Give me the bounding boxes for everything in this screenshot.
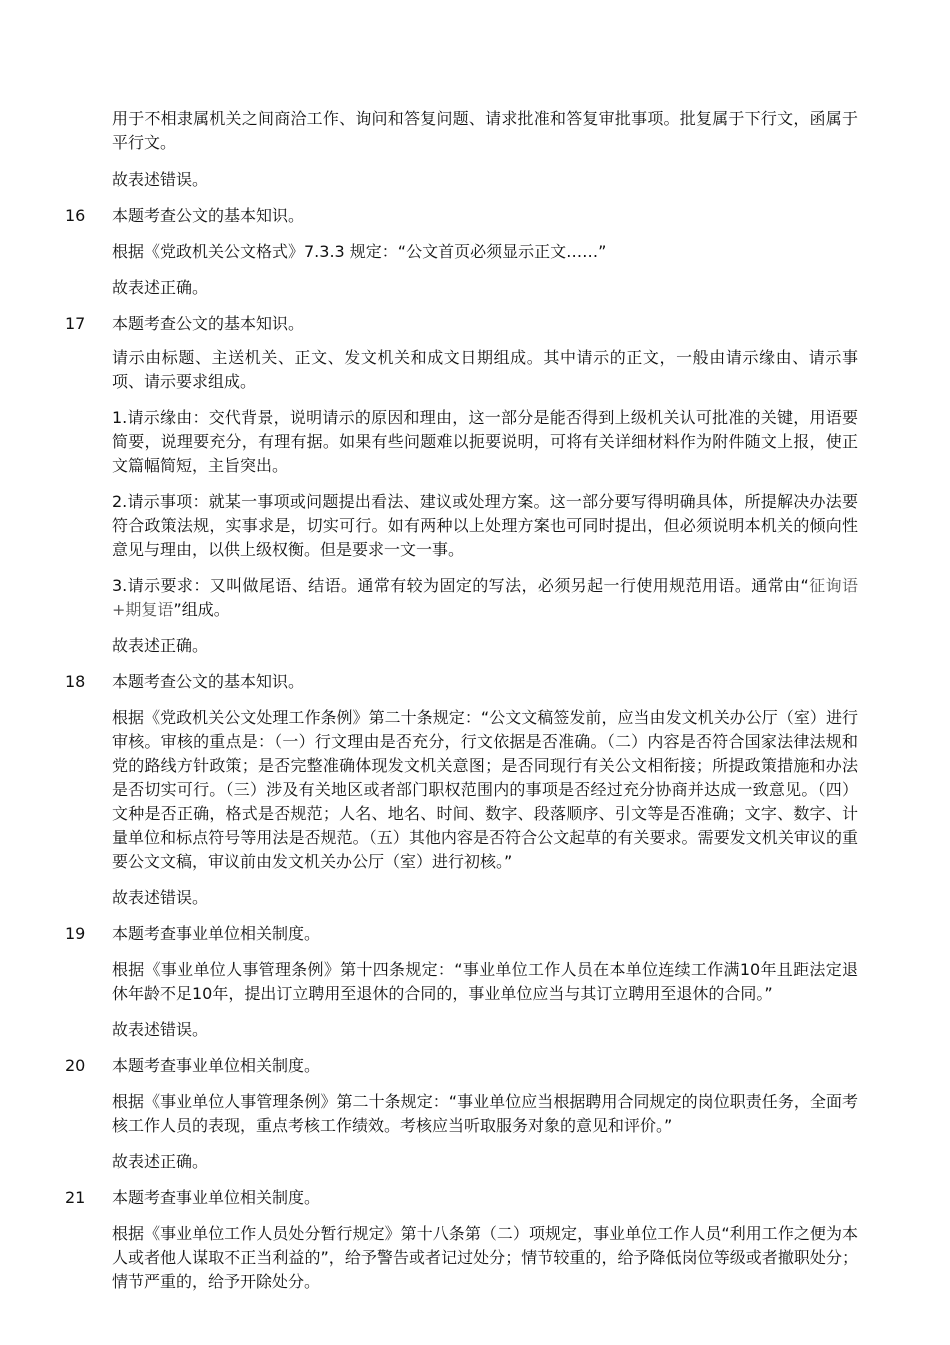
q20-paragraph-1: 根据《事业单位人事管理条例》第二十条规定：“事业单位应当根据聘用合同规定的岗位职责任务，全面考核工作人员的表现，重点考核工作绩效。考核应当听取服务对象的意见和评价。”	[112, 1092, 858, 1135]
q19-topic: 本题考查事业单位相关制度。	[112, 924, 321, 943]
q18-verdict: 故表述错误。	[112, 888, 209, 907]
q16-verdict: 故表述正确。	[112, 278, 209, 297]
q17-paragraph-4	[112, 574, 858, 622]
intro-continuation: 用于不相隶属机关之间商洽工作、询问和答复问题、请求批准和答复审批事项。批复属于下行文，函属于平行文。	[112, 109, 858, 152]
q20-verdict: 故表述正确。	[112, 1152, 209, 1171]
q16-paragraph-1: 根据《党政机关公文格式》7.3.3 规定：“公文首页必须显示正文……”	[112, 242, 607, 261]
q18-paragraph-1: 根据《党政机关公文处理工作条例》第二十条规定：“公文文稿签发前，应当由发文机关办公厅（室）进行审核。审核的重点是：（一）行文理由是否充分，行文依据是否准确。（二）内容是否符合国家法律法规和党的路线方针政策；是否完整准确体现发文机关意图；是否同现行有关公文相衔接；所提政策措施和办法是否切实可行。（三）涉及有关地区或者部门职权范围内的事项是否经过充分协商并达成一致意见。（四）文种是否正确，格式是否规范；人名、地名、时间、数字、段落顺序、引文等是否准确；文字、数字、计量单位和标点符号等用法是否规范。（五）其他内容是否符合公文起草的有关要求。需要发文机关审议的重要公文文稿，审议前由发文机关办公厅（室）进行初核。”	[112, 708, 858, 871]
question-number-17: 17	[65, 314, 86, 333]
q19-paragraph-1: 根据《事业单位人事管理条例》第十四条规定：“事业单位工作人员在本单位连续工作满10年且距法定退休年龄不足10年，提出订立聘用至退休的合同的，事业单位应当与其订立聘用至退休的合同。”	[112, 960, 858, 1003]
question-number-16: 16	[65, 206, 86, 225]
question-number-20: 20	[65, 1056, 86, 1075]
q20-topic: 本题考查事业单位相关制度。	[112, 1056, 321, 1075]
q21-topic: 本题考查事业单位相关制度。	[112, 1188, 321, 1207]
q17-paragraph-2: 1.请示缘由：交代背景，说明请示的原因和理由，这一部分是能否得到上级机关认可批准的关键，用语要简要，说理要充分，有理有据。如果有些问题难以扼要说明，可将有关详细材料作为附件随文上报，使正文篇幅简短，主旨突出。	[112, 408, 858, 475]
q17-paragraph-1: 请示由标题、主送机关、正文、发文机关和成文日期组成。其中请示的正文，一般由请示缘由、请示事项、请示要求组成。	[112, 348, 858, 391]
q17-topic: 本题考查公文的基本知识。	[112, 314, 305, 333]
q21-paragraph-1: 根据《事业单位工作人员处分暂行规定》第十八条第（二）项规定，事业单位工作人员“利用工作之便为本人或者他人谋取不正当利益的”，给予警告或者记过处分；情节较重的，给予降低岗位等级或者撤职处分；情节严重的，给予开除处分。	[112, 1224, 858, 1291]
q17-p4-phrase: 征询语+期复语	[112, 576, 858, 619]
q18-topic: 本题考查公文的基本知识。	[112, 672, 305, 691]
question-number-19: 19	[65, 924, 86, 943]
q17-p4-end: ”组成。	[173, 600, 230, 619]
q17-verdict: 故表述正确。	[112, 636, 209, 655]
q17-paragraph-3: 2.请示事项：就某一事项或问题提出看法、建议或处理方案。这一部分要写得明确具体，所提解决办法要符合政策法规，实事求是，切实可行。如有两种以上处理方案也可同时提出，但必须说明本机关的倾向性意见与理由，以供上级权衡。但是要求一文一事。	[112, 492, 858, 559]
question-number-21: 21	[65, 1188, 86, 1207]
q16-topic: 本题考查公文的基本知识。	[112, 206, 305, 225]
q19-verdict: 故表述错误。	[112, 1020, 209, 1039]
q17-p4-start: 3.请示要求：又叫做尾语、结语。通常有较为固定的写法，必须另起一行使用规范用语。通常由“	[112, 576, 809, 595]
question-number-18: 18	[65, 672, 86, 691]
intro-verdict: 故表述错误。	[112, 170, 209, 189]
